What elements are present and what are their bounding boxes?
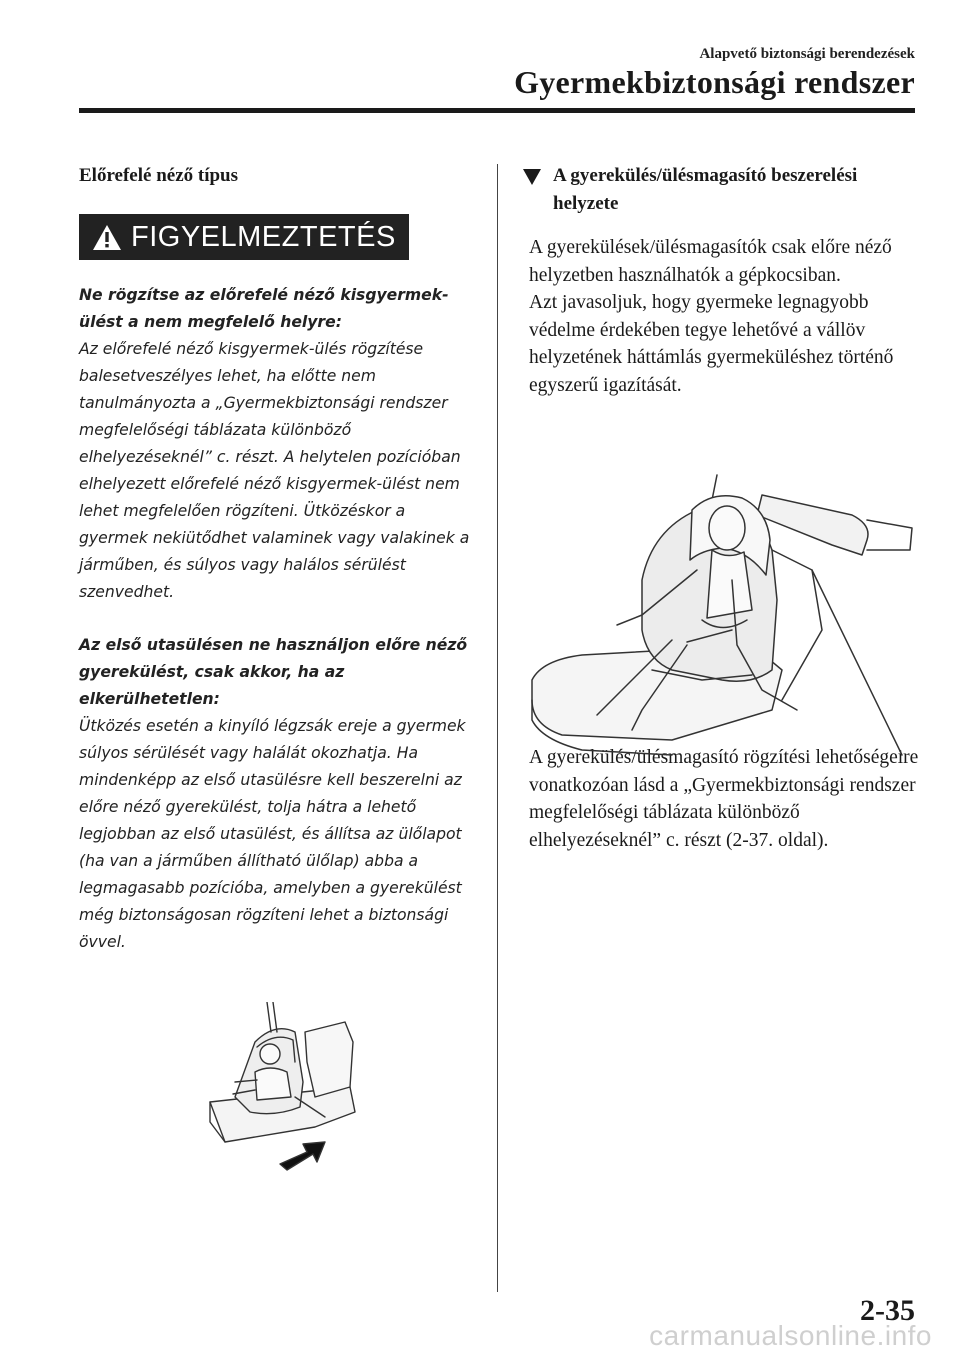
header-section: Alapvető biztonsági berendezések bbox=[699, 46, 915, 62]
warning-1-heading: Ne rögzítse az előrefelé néző kisgyermek-ülést a nem megfelelő helyre: bbox=[79, 286, 449, 331]
warning-2-text: Ütközés esetén a kinyíló légzsák ereje a gyermek súlyos sérülését vagy halálát okozhatja. Ha mindenképp az első utasülésre kell beszerelni az előre néző gyerekülést, tolja hátra a lehető legjobban az első utasülést, és állítsa az ülőlapot (ha van a járműben állítható ülőlap) abba a legmagasabb pozícióba, amelyben a gyerekülést még biztonságosan rögzíteni lehet a biztonsági övvel. bbox=[79, 717, 466, 951]
warning-block-2 bbox=[79, 632, 473, 956]
warning-label: FIGYELMEZTETÉS bbox=[131, 220, 396, 253]
header-rule bbox=[79, 108, 915, 113]
warning-1-text: Az előrefelé néző kisgyermek-ülés rögzítése balesetveszélyes lehet, ha előtte nem tanulmányozta a „Gyermekbiztonsági rendszer megfelelőségi táblázata különböző elhelyezéseknél” c. részt. A helytelen pozícióban elhelyezett előrefelé néző kisgyermek-ülést nem lehet megfelelően rögzíteni. Ütközéskor a gyermek nekiütődhet valaminek vagy valakinek a járműben, és súlyos vagy halálos sérülést szenvedhet. bbox=[79, 340, 470, 601]
warning-banner bbox=[79, 214, 409, 260]
subsection-title: A gyerekülés/ülésmagasító beszerelési helyzete bbox=[553, 165, 858, 214]
paragraph-2: Azt javasoljuk, hogy gyermeke legnagyobb védelme érdekében tegye lehetővé a vállöv helyzetének háttámlás gyermeküléshez történő egyszerű igazítását. bbox=[529, 292, 894, 396]
warning-block-1 bbox=[79, 282, 473, 606]
left-column bbox=[79, 162, 473, 956]
subsection-heading bbox=[523, 162, 923, 218]
paragraph-3: A gyerekülés/ülésmagasító rögzítési lehetőségeire vonatkozóan lásd a „Gyermekbiztonsági rendszer megfelelőségi táblázata különböző elhelyezéseknél” c. részt (2-37. oldal). bbox=[529, 747, 919, 851]
column-divider bbox=[497, 164, 498, 1292]
watermark: carmanualsonline.info bbox=[649, 1320, 932, 1351]
warning-triangle-icon bbox=[87, 214, 127, 260]
warning-2-heading: Az első utasülésen ne használjon előre néző gyerekülést, csak akkor, ha az elkerülhetetlen: bbox=[79, 636, 468, 708]
booster-seat-illustration bbox=[522, 470, 922, 775]
section-title: Előrefelé néző típus bbox=[79, 165, 239, 186]
header-chapter: Gyermekbiztonsági rendszer bbox=[514, 64, 915, 100]
triangle-bullet-icon bbox=[523, 168, 543, 191]
page-number: 2-35 bbox=[860, 1294, 915, 1327]
paragraph-1: A gyerekülések/ülésmagasítók csak előre néző helyzetben használhatók a gépkocsiban. bbox=[529, 237, 892, 286]
forward-facing-seat-illustration bbox=[195, 1002, 365, 1177]
